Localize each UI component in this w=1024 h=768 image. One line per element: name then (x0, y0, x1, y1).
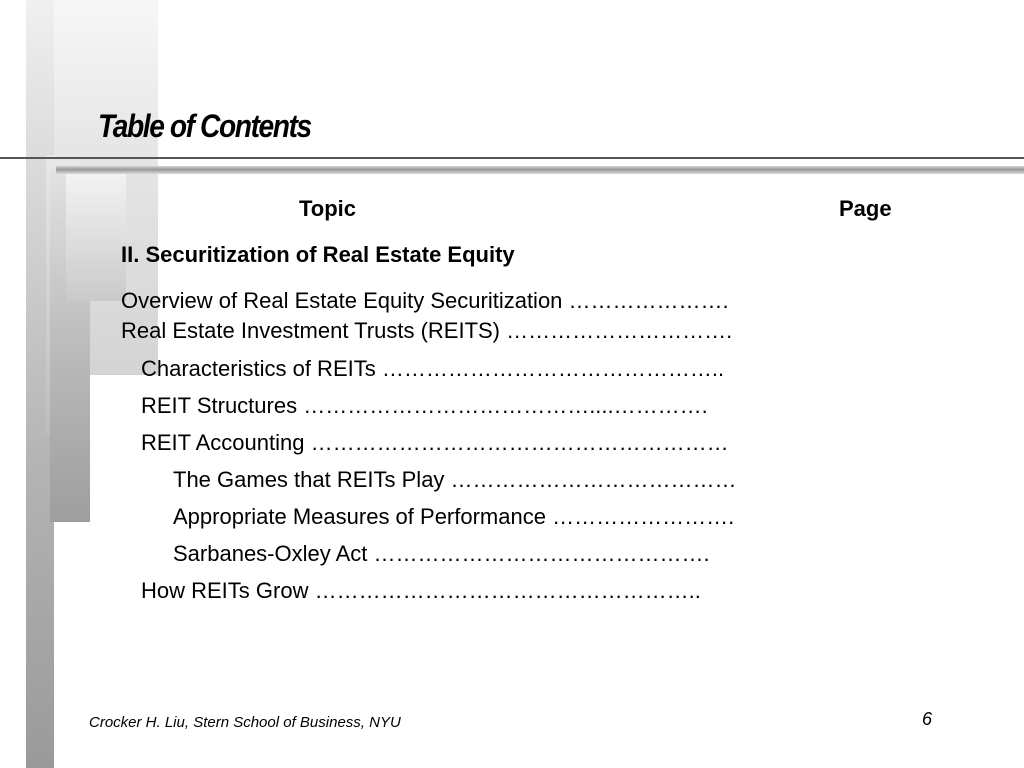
title-divider-shadow (56, 166, 1024, 174)
toc-entry: The Games that REITs Play ………………………………… (173, 467, 737, 492)
page-title: Table of Contents (98, 108, 311, 144)
toc-entry: Real Estate Investment Trusts (REITS) …………………………. (121, 318, 733, 343)
toc-entry: Appropriate Measures of Performance ……………………. (173, 504, 735, 529)
decorative-bar (66, 173, 126, 301)
section-heading: II. Securitization of Real Estate Equity (121, 242, 515, 267)
footer-credit: Crocker H. Liu, Stern School of Business, NYU (89, 714, 401, 731)
toc-entry: Sarbanes-Oxley Act ………………………………………. (173, 541, 710, 566)
column-header-topic: Topic (299, 196, 357, 221)
toc-entry: Characteristics of REITs ……………………………………….. (141, 356, 725, 381)
page-number: 6 (922, 709, 933, 729)
toc-entry: REIT Accounting ………………………………………………… (141, 430, 729, 455)
toc-entry: Overview of Real Estate Equity Securitization …………………. (121, 288, 729, 313)
toc-entry: REIT Structures …………………………………....…………. (141, 393, 708, 418)
column-header-page: Page (839, 196, 892, 221)
toc-entry: How REITs Grow …………………………………………….. (141, 578, 701, 603)
title-divider (0, 157, 1024, 159)
